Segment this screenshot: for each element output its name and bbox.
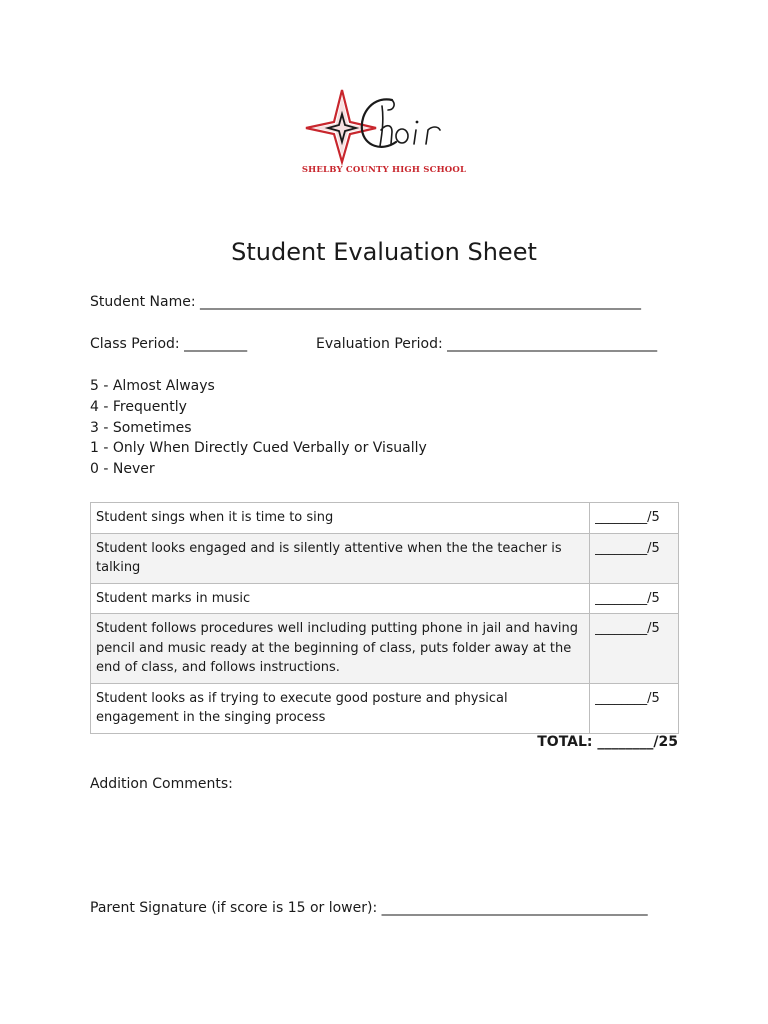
criteria-table <box>90 502 679 734</box>
scale-item: 4 - Frequently <box>90 398 187 415</box>
student-name-field: Student Name: _______________________________________________________________ <box>90 294 642 310</box>
criterion-score: ________/5 <box>590 683 679 733</box>
scale-item: 0 - Never <box>90 461 155 478</box>
criterion-description: Student looks engaged and is silently attentive when the the teacher is talking <box>91 533 590 583</box>
table-row <box>91 614 679 684</box>
criterion-description: Student marks in music <box>91 583 590 614</box>
table-row <box>91 533 679 583</box>
criterion-description: Student looks as if trying to execute good posture and physical engagement in the singing process <box>91 683 590 733</box>
criterion-description: Student follows procedures well including putting phone in jail and having pencil and music ready at the beginning of class, puts folder away at the end of class, and follows instructions. <box>91 614 590 684</box>
school-name: SHELBY COUNTY HIGH SCHOOL <box>301 165 467 175</box>
parent-signature-field: Parent Signature (if score is 15 or lower): ______________________________________ <box>90 900 648 916</box>
criterion-score: ________/5 <box>590 583 679 614</box>
rating-scale <box>90 376 427 480</box>
class-period-field: Class Period: _________ <box>90 336 248 352</box>
comments-label: Addition Comments: <box>90 776 233 792</box>
scale-item: 1 - Only When Directly Cued Verbally or Visually <box>90 440 427 457</box>
evaluation-period-field: Evaluation Period: ______________________________ <box>316 336 658 352</box>
page-title: Student Evaluation Sheet <box>231 238 537 266</box>
total-score: TOTAL: ________/25 <box>537 734 678 750</box>
scale-item: 5 - Almost Always <box>90 378 215 394</box>
criterion-score: ________/5 <box>590 503 679 534</box>
scale-item: 3 - Sometimes <box>90 419 192 436</box>
criterion-score: ________/5 <box>590 533 679 583</box>
criterion-score: ________/5 <box>590 614 679 684</box>
table-row <box>91 683 679 733</box>
table-row <box>91 503 679 534</box>
criterion-description: Student sings when it is time to sing <box>91 503 590 534</box>
table-row <box>91 583 679 614</box>
